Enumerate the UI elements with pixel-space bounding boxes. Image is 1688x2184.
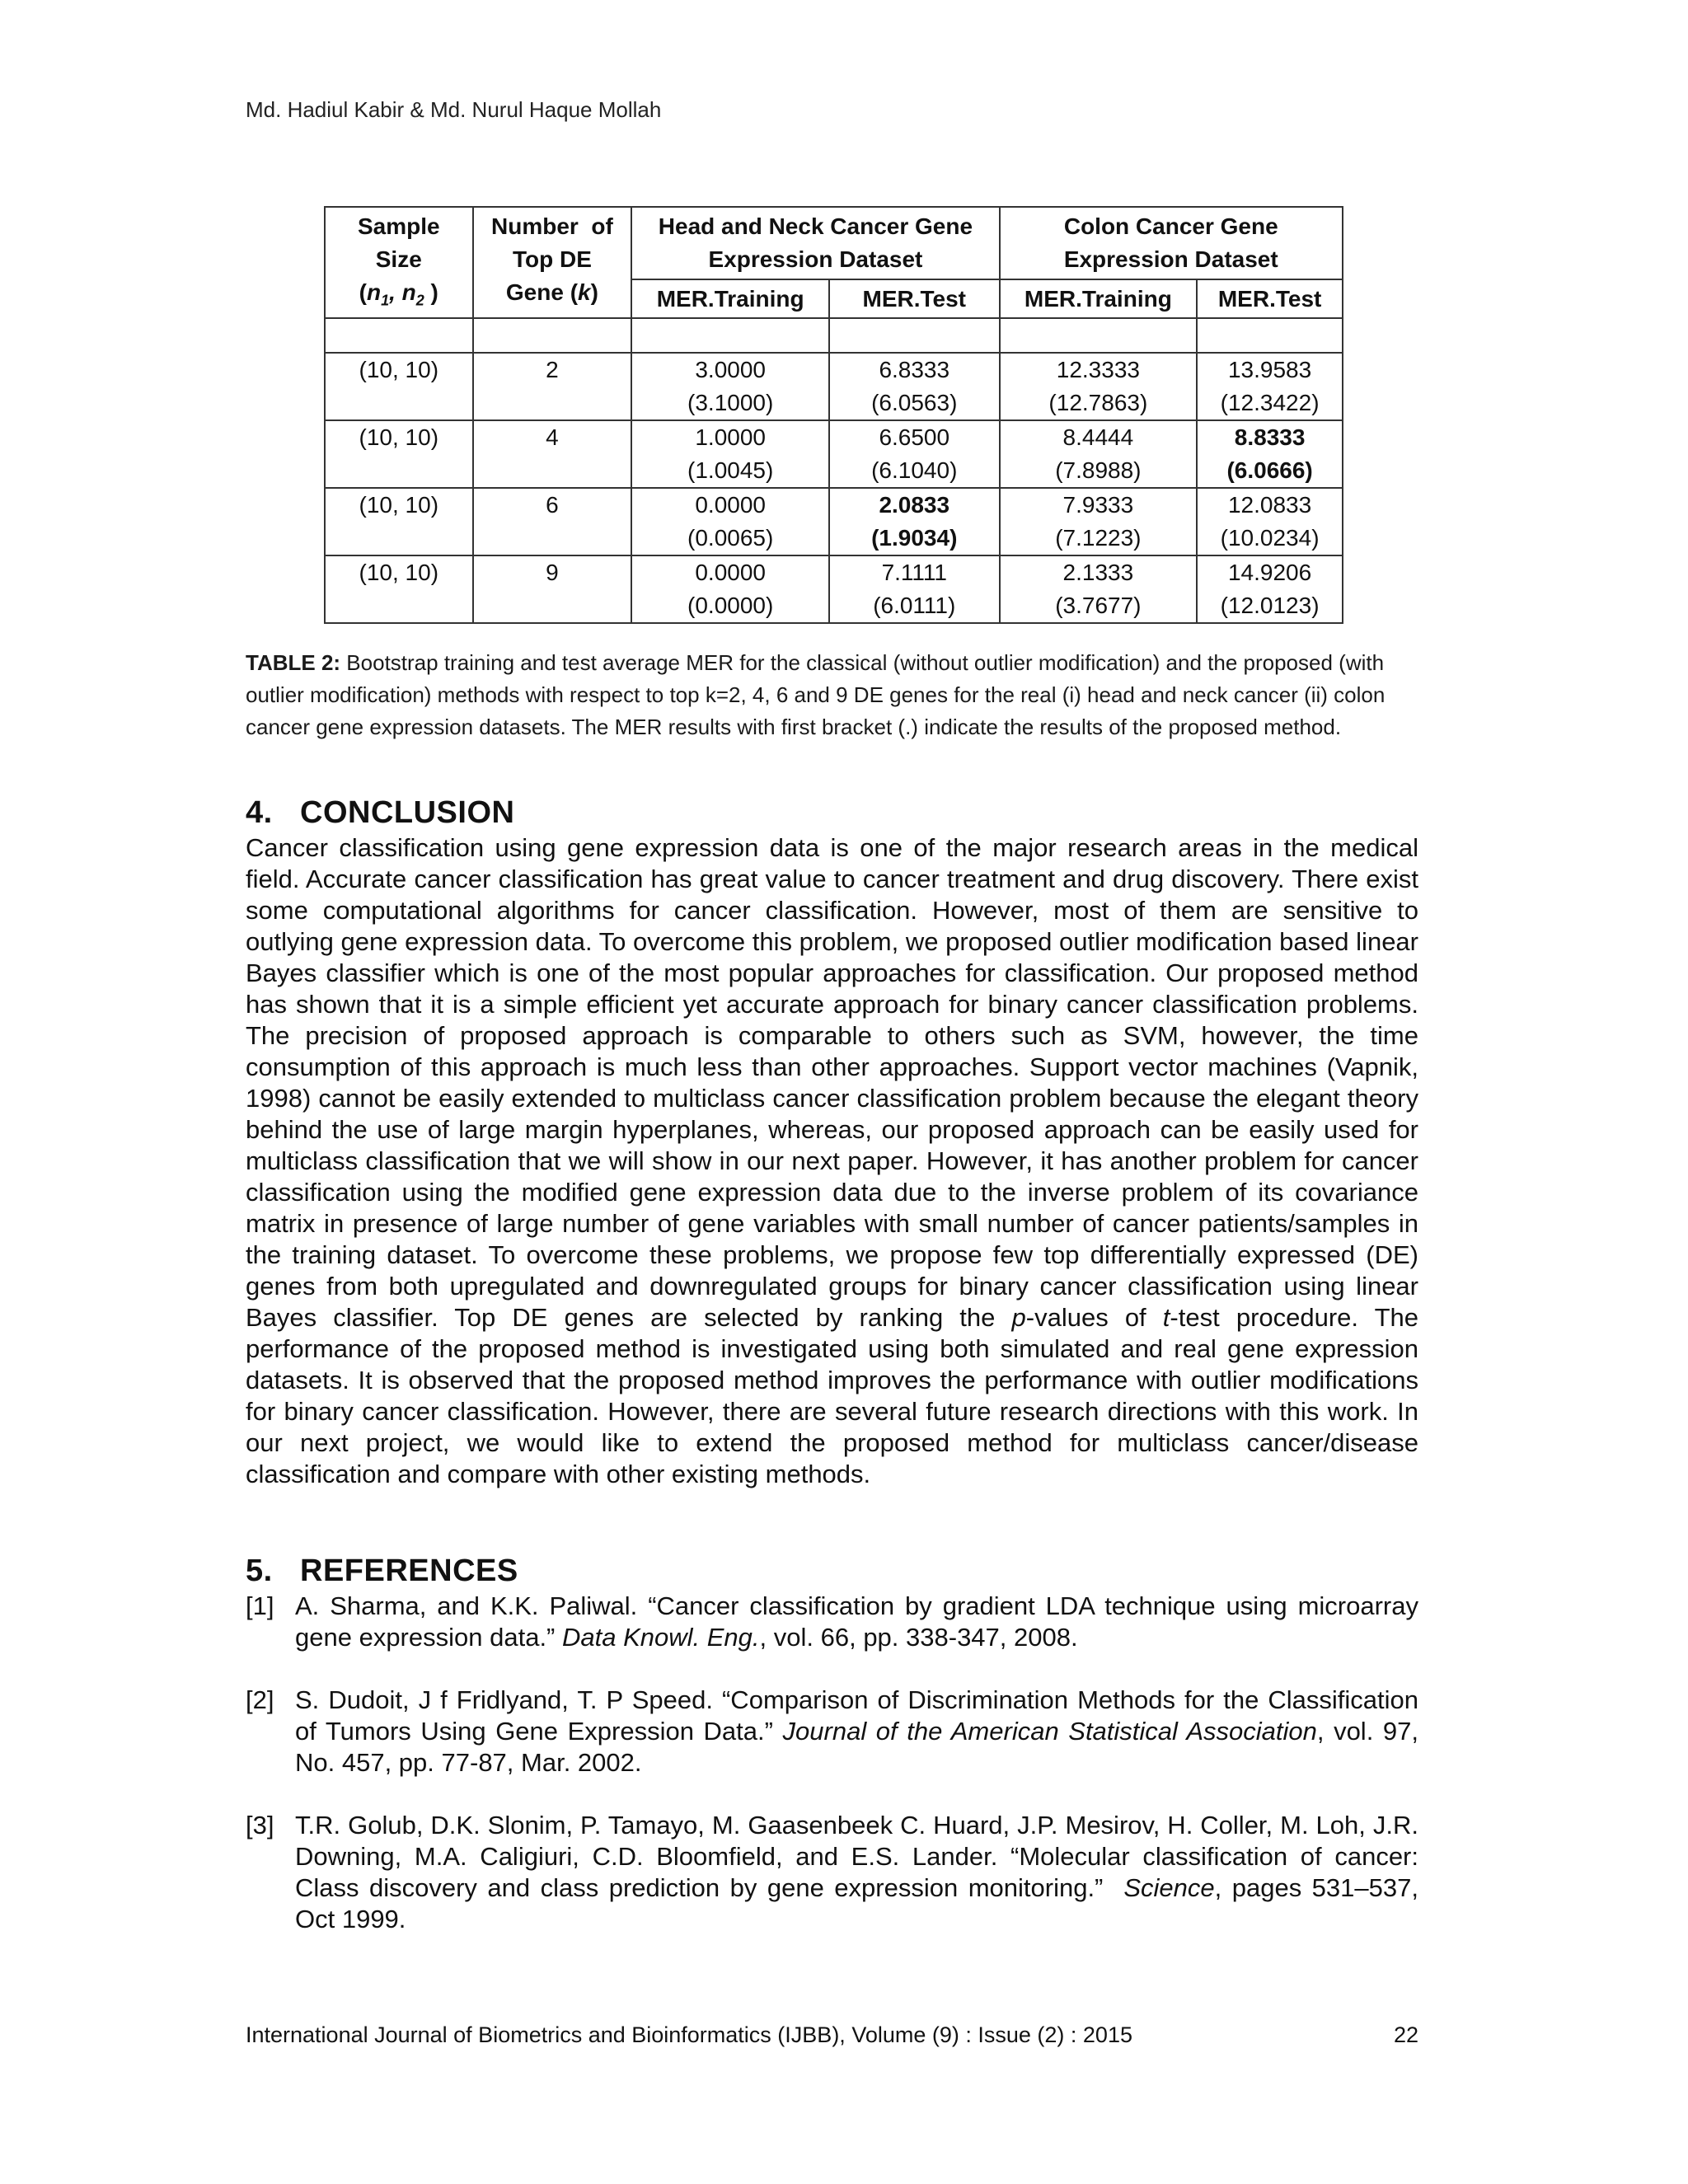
references-heading: 5. REFERENCES [246, 1554, 518, 1588]
cell-size: (10, 10) [325, 353, 473, 420]
caption-text: Bootstrap training and test average MER for the classical (without outlier modification) and the proposed (with outlier modification) methods with respect to top k=2, 4, 6 and 9 DE genes for the real (i) head and neck cancer (ii) colon cancer gene expression datasets. The MER results with first bracket (.) indicate the results of the proposed method. [246, 650, 1386, 739]
cell-hn-test: 2.0833 (1.9034) [829, 488, 1000, 555]
results-table-container [324, 206, 1343, 624]
reference-item: [3] T.R. Golub, D.K. Slonim, P. Tamayo, M. Gaasenbeek C. Huard, J.P. Mesirov, H. Coller, M. Loh, J.R. Downing, M.A. Caligiuri, C.D. Bloomfield, and E.S. Lander. “Molecular classification of cancer: Class discovery and class prediction by gene expression monitoring.” Science, pages 531–537, Oct 1999. [246, 1811, 1426, 1933]
cell-size: (10, 10) [325, 488, 473, 555]
cell-hn-test: 7.1111 (6.0111) [829, 555, 1000, 623]
cell-colon-train: 12.3333 (12.7863) [1000, 353, 1198, 420]
footer-journal: International Journal of Biometrics and Bioinformatics (IJBB), Volume (9) : Issue (2) : 2015 [246, 2022, 1132, 2047]
cell-k: 4 [473, 420, 632, 488]
conclusion-paragraph: Cancer classification using gene expression data is one of the major research areas in the medical field. Accurate cancer classification has great value to cancer treatment and drug discovery. There exist some computational algorithms for cancer classification. However, most of them are sensitive to outlying gene expression data. To overcome this problem, we proposed outlier modification based linear Bayes classifier which is one of the most popular approaches for classification. Our proposed method has shown that it is a simple efficient yet accurate approach for binary cancer classification problems. The precision of proposed approach is comparable to others such as SVM, however, the time consumption of this approach is much less than other approaches. Support vector machines (Vapnik, 1998) cannot be easily extended to multiclass cancer classification problem because the elegant theory behind the use of large margin hyperplanes, whereas, our proposed approach can be easily used for multiclass classification that we will show in our next paper. However, it has another problem for cancer classification using the modified gene expression data due to the inverse problem of its covariance matrix in presence of large number of gene variables with small number of cancer patients/samples in the training dataset. To overcome these problems, we propose few top differentially expressed (DE) genes from both upregulated and downregulated groups for binary cancer classification using linear Bayes classifier. Top DE genes are selected by ranking the p-values of t-test procedure. The performance of the proposed method is investigated using both simulated and real gene expression datasets. It is observed that the proposed method improves the performance with outlier modifications for binary cancer classification. However, there are several future research directions with this work. In our next project, we would like to extend the proposed method for multiclass cancer/disease classification and compare with other existing methods. [246, 833, 1419, 1488]
table-row [325, 488, 1343, 555]
header-top-de-genes: Number of Top DE Gene (k) [473, 207, 632, 318]
table-row [325, 555, 1343, 623]
cell-hn-train: 0.0000 (0.0065) [631, 488, 829, 555]
table-caption [246, 647, 1416, 743]
cell-k: 9 [473, 555, 632, 623]
page-footer [246, 2022, 1418, 2048]
header-sample-size: Sample Size ($n_1$, $n_2$ ) [325, 207, 473, 318]
cell-k: 6 [473, 488, 632, 555]
subheader-colon-training: MER.Training [1000, 279, 1198, 318]
cell-colon-test: 13.9583 (12.3422) [1197, 353, 1343, 420]
reference-item: [1] A. Sharma, and K.K. Paliwal. “Cancer classification by gradient LDA technique using microarray gene expression data.” Data Knowl. Eng., vol. 66, pp. 338-347, 2008. [246, 1591, 1418, 1652]
table-row [325, 353, 1343, 420]
subheader-hn-test: MER.Test [829, 279, 1000, 318]
subheader-colon-test: MER.Test [1197, 279, 1343, 318]
conclusion-heading: 4. CONCLUSION [246, 795, 515, 830]
cell-colon-test: 8.8333 (6.0666) [1197, 420, 1343, 488]
cell-hn-train: 3.0000 (3.1000) [631, 353, 829, 420]
subheader-hn-training: MER.Training [631, 279, 829, 318]
running-head-authors: Md. Hadiul Kabir & Md. Nurul Haque Mollah [246, 97, 662, 122]
caption-label: TABLE 2: [246, 650, 341, 675]
header-head-neck-dataset: Head and Neck Cancer Gene Expression Dataset [631, 207, 999, 279]
footer-page-number: 22 [1393, 2022, 1418, 2047]
reference-item: [2] S. Dudoit, J f Fridlyand, T. P Speed. “Comparison of Discrimination Methods for the Classification of Tumors Using Gene Expression Data.” Journal of the American Statistical Association, vol. 97, No. 457, pp. 77-87, Mar. 2002. [246, 1685, 1418, 1777]
cell-hn-train: 0.0000 (0.0000) [631, 555, 829, 623]
cell-colon-train: 8.4444 (7.8988) [1000, 420, 1198, 488]
cell-size: (10, 10) [325, 555, 473, 623]
table-header-row [325, 207, 1343, 279]
cell-colon-test: 12.0833 (10.0234) [1197, 488, 1343, 555]
cell-k: 2 [473, 353, 632, 420]
table-spacer-row [325, 318, 1343, 353]
references-list [246, 1591, 1426, 1966]
cell-colon-train: 2.1333 (3.7677) [1000, 555, 1198, 623]
table-row [325, 420, 1343, 488]
cell-size: (10, 10) [325, 420, 473, 488]
cell-hn-test: 6.6500 (6.1040) [829, 420, 1000, 488]
results-table [324, 206, 1343, 624]
cell-colon-test: 14.9206 (12.0123) [1197, 555, 1343, 623]
cell-colon-train: 7.9333 (7.1223) [1000, 488, 1198, 555]
cell-hn-train: 1.0000 (1.0045) [631, 420, 829, 488]
cell-hn-test: 6.8333 (6.0563) [829, 353, 1000, 420]
header-colon-dataset: Colon Cancer Gene Expression Dataset [1000, 207, 1343, 279]
